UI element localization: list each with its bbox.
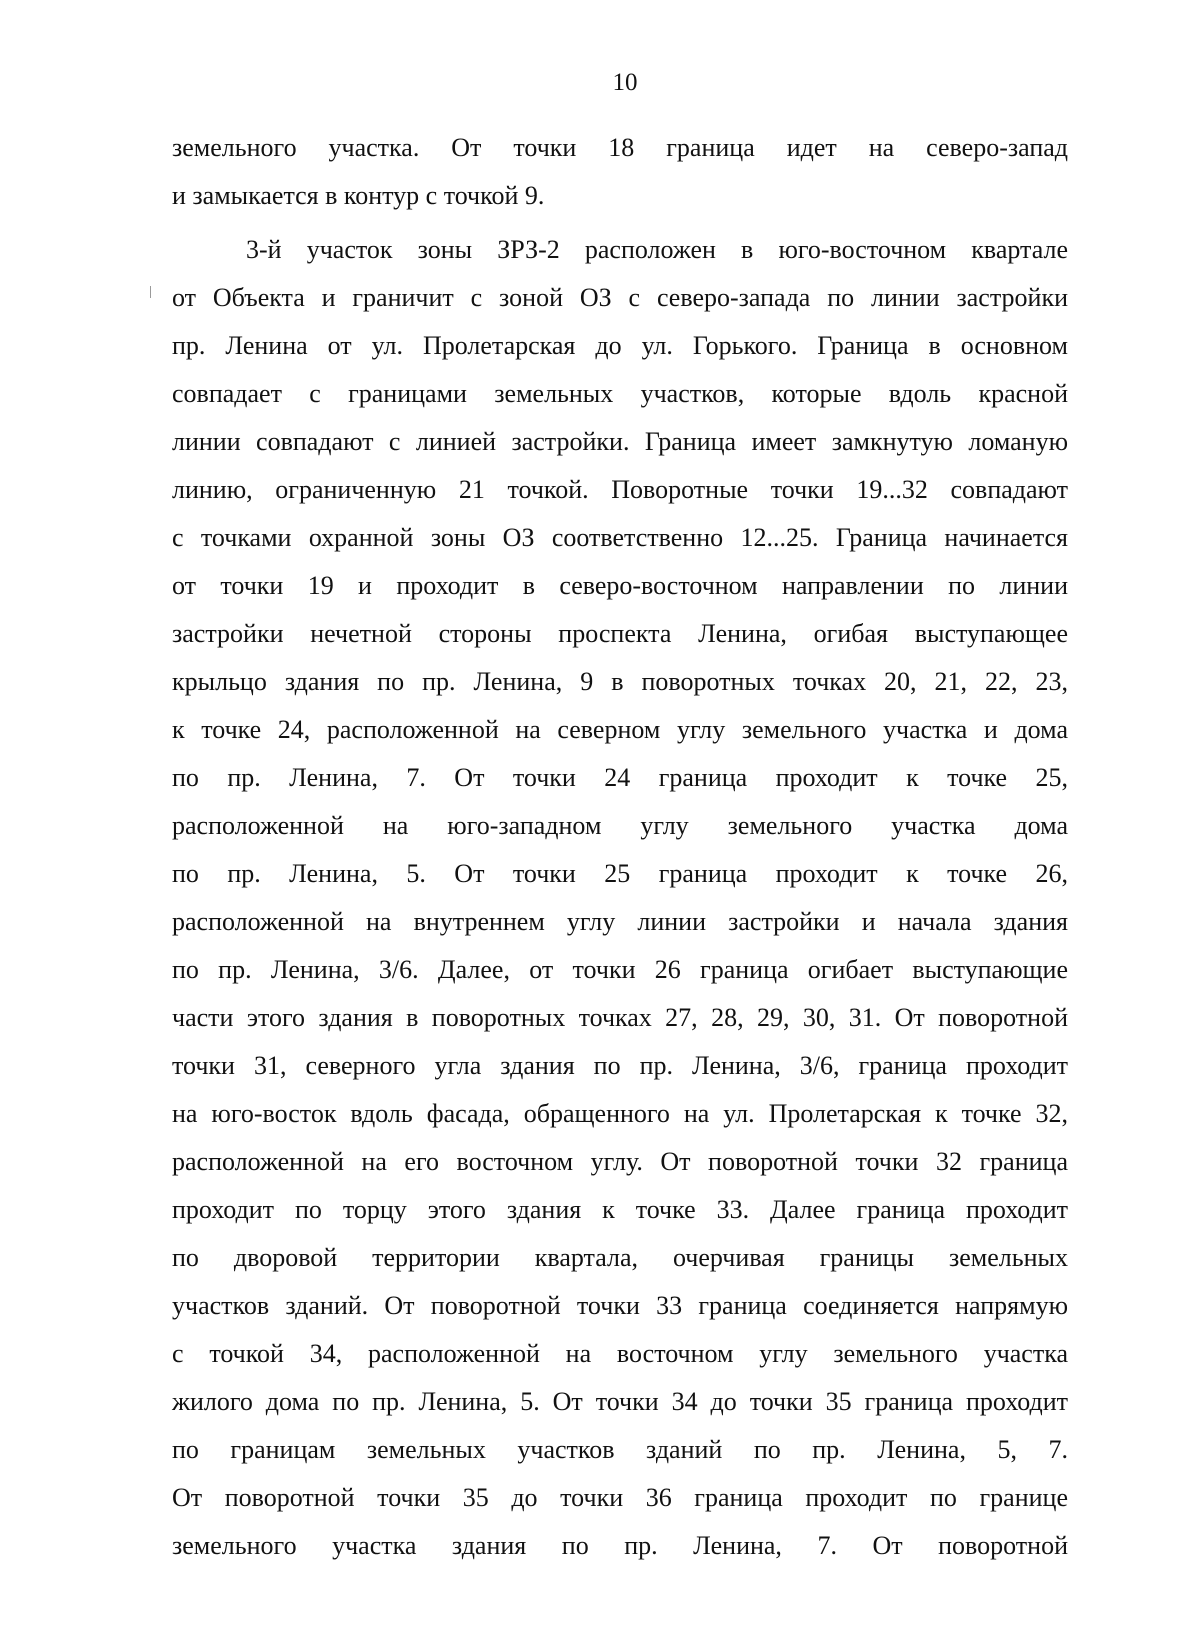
document-body xyxy=(172,124,1068,1570)
text-line: с точкой 34, расположенной на восточном углу земельного участка xyxy=(172,1339,1068,1368)
text-line: расположенной на его восточном углу. От поворотной точки 32 граница xyxy=(172,1147,1068,1176)
text-line: по границам земельных участков зданий по пр. Ленина, 5, 7. xyxy=(172,1435,1068,1464)
text-line: части этого здания в поворотных точках 27, 28, 29, 30, 31. От поворотной xyxy=(172,1003,1068,1032)
margin-mark xyxy=(150,286,151,298)
text-line: по дворовой территории квартала, очерчивая границы земельных xyxy=(172,1243,1068,1272)
text-line: к точке 24, расположенной на северном углу земельного участка и дома xyxy=(172,715,1068,744)
text-line: и замыкается в контур с точкой 9. xyxy=(172,181,545,210)
text-line: жилого дома по пр. Ленина, 5. От точки 34 до точки 35 граница проходит xyxy=(172,1387,1068,1416)
text-line: по пр. Ленина, 3/6. Далее, от точки 26 граница огибает выступающие xyxy=(172,955,1068,984)
text-line: 3-й участок зоны ЗРЗ-2 расположен в юго-восточном квартале xyxy=(246,235,1068,264)
text-line: участков зданий. От поворотной точки 33 граница соединяется напрямую xyxy=(172,1291,1068,1320)
text-line: земельного участка. От точки 18 граница идет на северо-запад xyxy=(172,133,1068,162)
text-line: проходит по торцу этого здания к точке 33. Далее граница проходит xyxy=(172,1195,1068,1224)
text-line: расположенной на внутреннем углу линии застройки и начала здания xyxy=(172,907,1068,936)
text-line: пр. Ленина от ул. Пролетарская до ул. Горького. Граница в основном xyxy=(172,331,1068,360)
text-line: земельного участка здания по пр. Ленина, 7. От поворотной xyxy=(172,1531,1068,1560)
text-line: совпадает с границами земельных участков, которые вдоль красной xyxy=(172,379,1068,408)
page-number: 10 xyxy=(612,69,638,96)
text-line: по пр. Ленина, 5. От точки 25 граница проходит к точке 26, xyxy=(172,859,1068,888)
text-line: по пр. Ленина, 7. От точки 24 граница проходит к точке 25, xyxy=(172,763,1068,792)
text-line: крыльцо здания по пр. Ленина, 9 в поворотных точках 20, 21, 22, 23, xyxy=(172,667,1068,696)
text-line: линии совпадают с линией застройки. Граница имеет замкнутую ломаную xyxy=(172,427,1068,456)
text-line: расположенной на юго-западном углу земельного участка дома xyxy=(172,811,1068,840)
text-line: линию, ограниченную 21 точкой. Поворотные точки 19...32 совпадают xyxy=(172,475,1068,504)
text-line: с точками охранной зоны ОЗ соответственно 12...25. Граница начинается xyxy=(172,523,1068,552)
text-line: От поворотной точки 35 до точки 36 граница проходит по границе xyxy=(172,1483,1068,1512)
text-line: от Объекта и граничит с зоной ОЗ с северо-запада по линии застройки xyxy=(172,283,1068,312)
text-line: застройки нечетной стороны проспекта Ленина, огибая выступающее xyxy=(172,619,1068,648)
text-line: на юго-восток вдоль фасада, обращенного на ул. Пролетарская к точке 32, xyxy=(172,1099,1068,1128)
text-line: точки 31, северного угла здания по пр. Ленина, 3/6, граница проходит xyxy=(172,1051,1068,1080)
text-line: от точки 19 и проходит в северо-восточном направлении по линии xyxy=(172,571,1068,600)
